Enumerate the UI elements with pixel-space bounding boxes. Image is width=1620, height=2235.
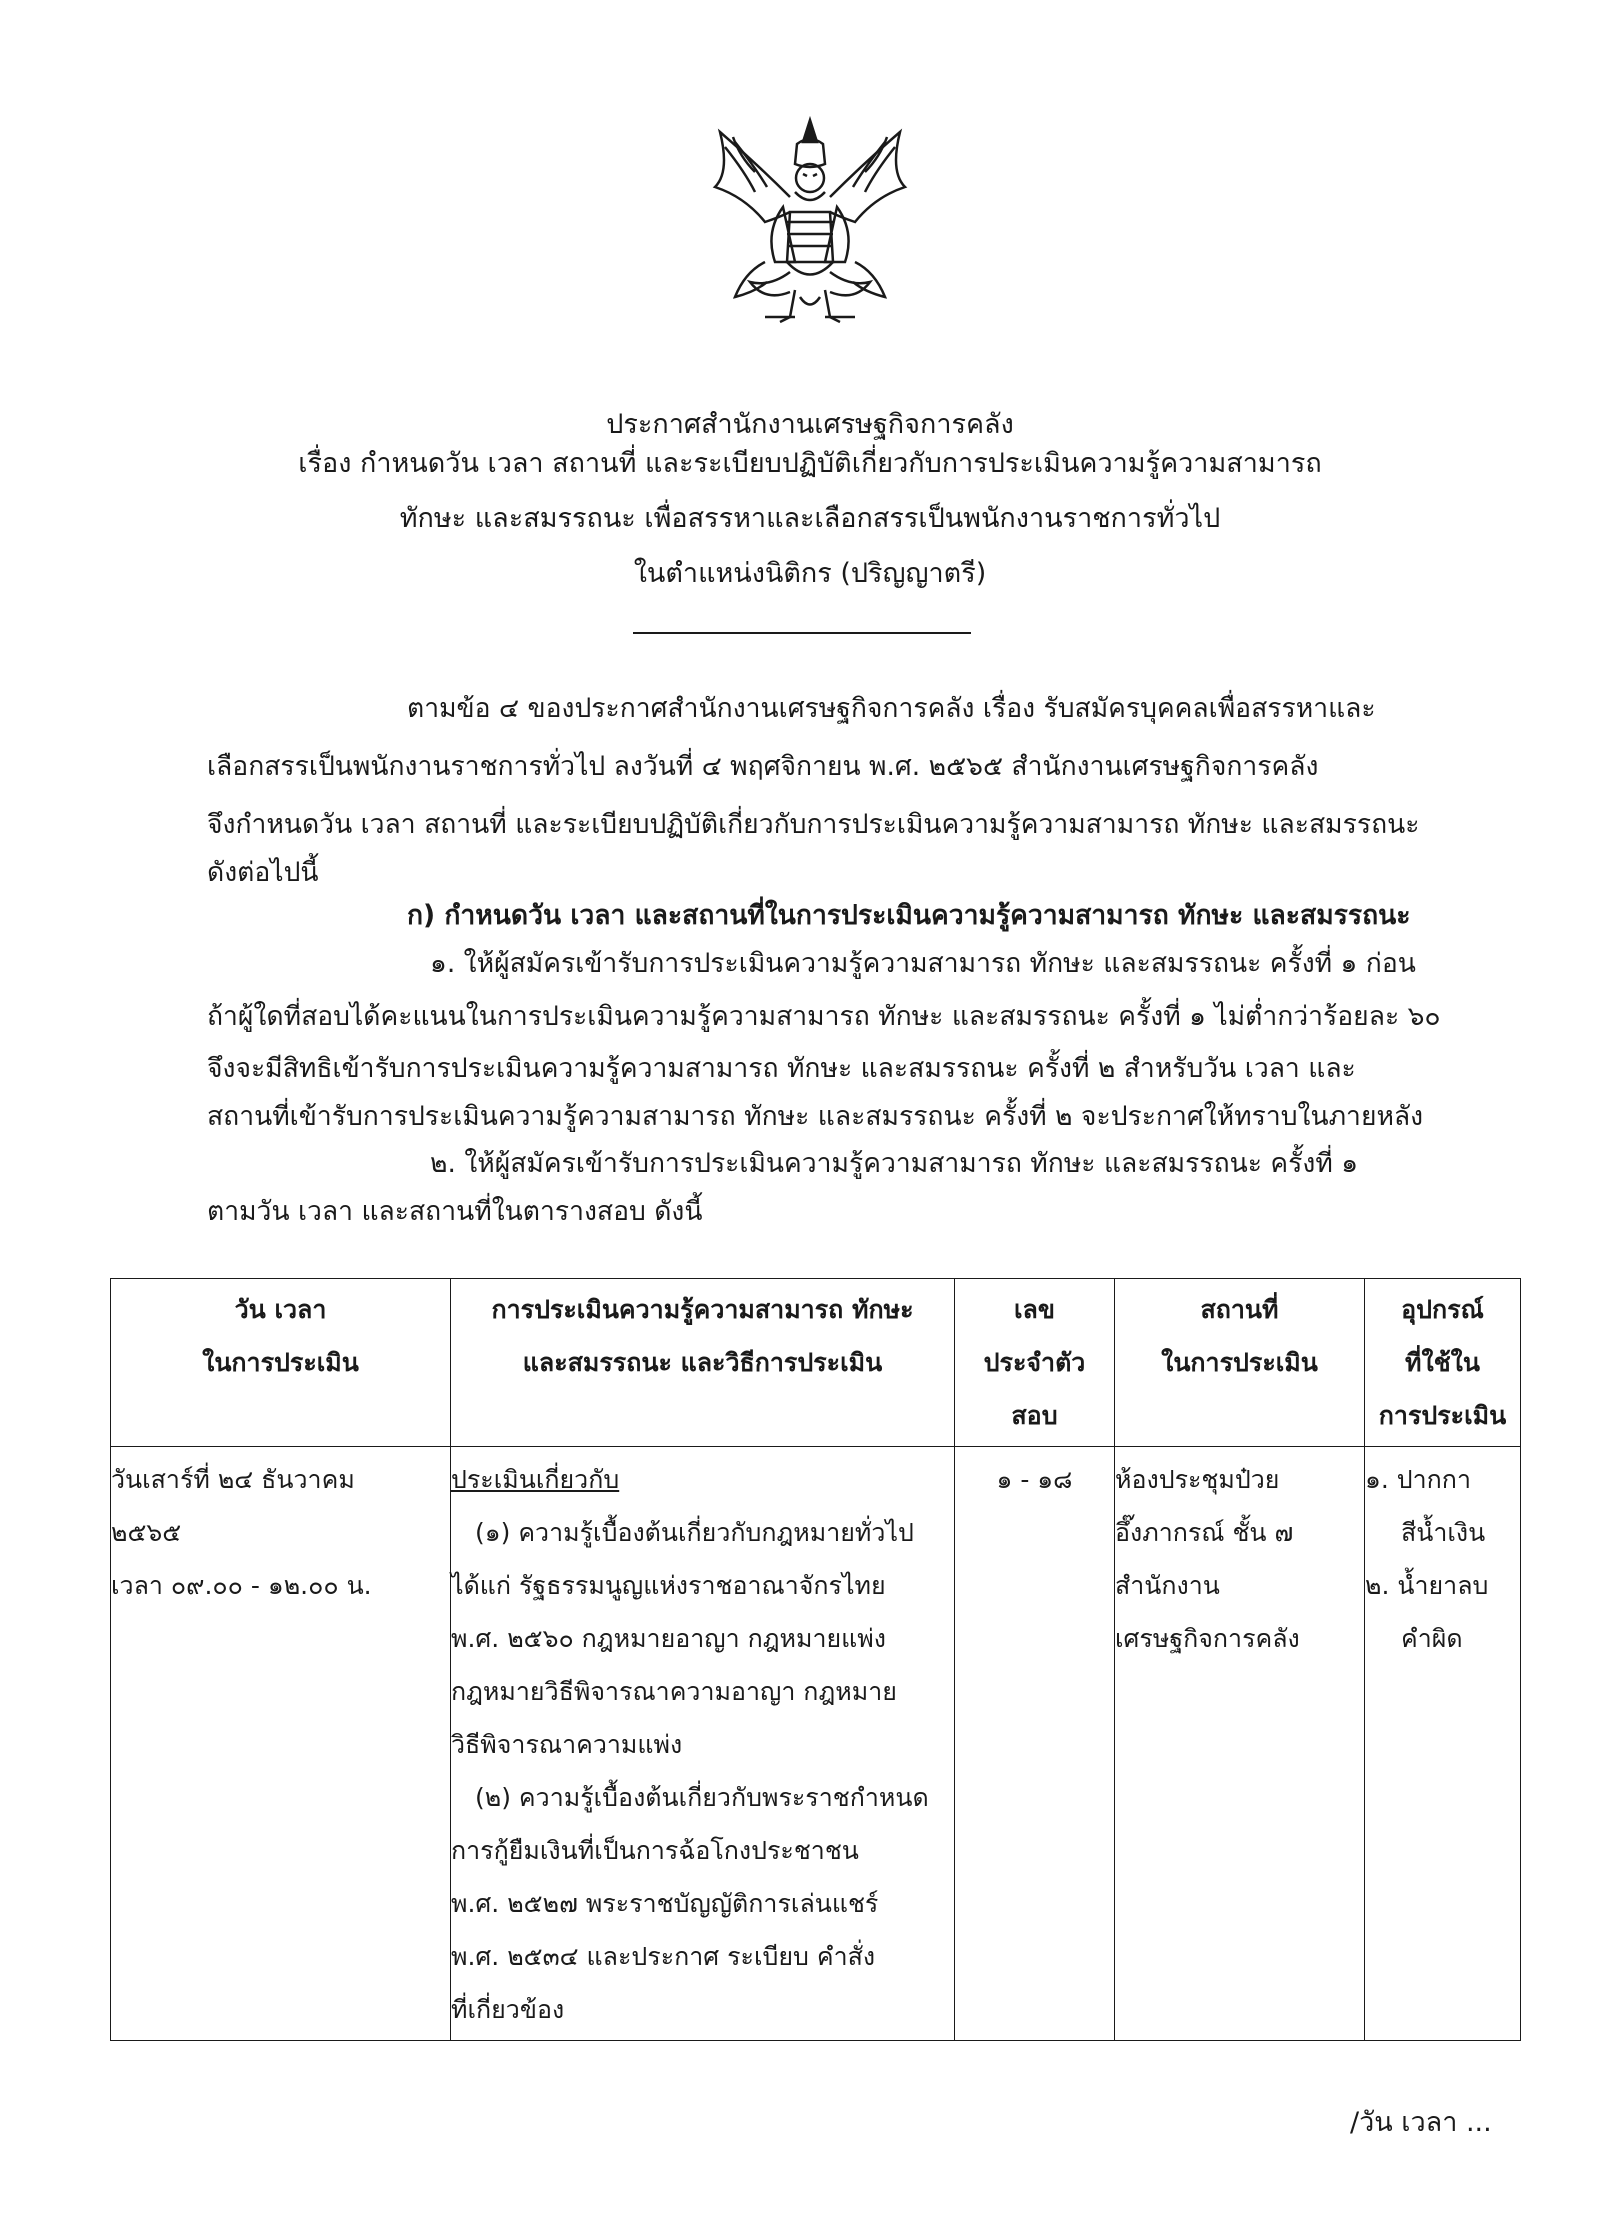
cell-location: ห้องประชุมป๋วย อึ๊งภากรณ์ ชั้น ๗ สำนักงาน เศรษฐกิจการคลัง bbox=[1115, 1447, 1365, 2041]
cell-exam-id-range: ๑ - ๑๘ bbox=[955, 1447, 1115, 2041]
item1-line-4: สถานที่เข้ารับการประเมินความรู้ความสามารถ ทักษะ และสมรรถนะ ครั้งที่ ๒ จะประกาศให้ทราบในภายหลัง bbox=[207, 1101, 1424, 1132]
subject-line-1: เรื่อง กำหนดวัน เวลา สถานที่ และระเบียบปฏิบัติเกี่ยวกับการประเมินความรู้ความสามารถ bbox=[298, 448, 1322, 479]
header-exam-id: เลข ประจำตัว สอบ bbox=[955, 1279, 1115, 1447]
cell-date-time: วันเสาร์ที่ ๒๔ ธันวาคม ๒๕๖๕ เวลา ๐๙.๐๐ - ๑๒.๐๐ น. bbox=[111, 1447, 451, 2041]
cell-equipment: ๑. ปากกา สีน้ำเงิน ๒. น้ำยาลบ คำผิด bbox=[1365, 1447, 1521, 2041]
intro-line-1: ตามข้อ ๔ ของประกาศสำนักงานเศรษฐกิจการคลัง เรื่อง รับสมัครบุคคลเพื่อสรรหาและ bbox=[407, 693, 1376, 724]
assessment-heading: ประเมินเกี่ยวกับ bbox=[451, 1465, 620, 1494]
item2-line-2: ตามวัน เวลา และสถานที่ในตารางสอบ ดังนี้ bbox=[207, 1196, 703, 1227]
item1-line-3: จึงจะมีสิทธิเข้ารับการประเมินความรู้ความสามารถ ทักษะ และสมรรถนะ ครั้งที่ ๒ สำหรับวัน เวลา และ bbox=[207, 1053, 1356, 1084]
item1-line-2: ถ้าผู้ใดที่สอบได้คะแนนในการประเมินความรู้ความสามารถ ทักษะ และสมรรถนะ ครั้งที่ ๑ ไม่ต่ำกว่าร้อยละ ๖๐ bbox=[207, 1001, 1441, 1032]
item2-line-1: ๒. ให้ผู้สมัครเข้ารับการประเมินความรู้ความสามารถ ทักษะ และสมรรถนะ ครั้งที่ ๑ bbox=[430, 1148, 1359, 1179]
header-location: สถานที่ ในการประเมิน bbox=[1115, 1279, 1365, 1447]
item1-line-1: ๑. ให้ผู้สมัครเข้ารับการประเมินความรู้ความสามารถ ทักษะ และสมรรถนะ ครั้งที่ ๑ ก่อน bbox=[430, 948, 1416, 979]
intro-line-2: เลือกสรรเป็นพนักงานราชการทั่วไป ลงวันที่ ๔ พฤศจิกายน พ.ศ. ๒๕๖๕ สำนักงานเศรษฐกิจการคลัง bbox=[207, 751, 1319, 782]
header-date-time: วัน เวลา ในการประเมิน bbox=[111, 1279, 451, 1447]
page-continuation: /วัน เวลา ... bbox=[1350, 2107, 1492, 2138]
table-row bbox=[111, 1447, 1521, 2041]
garuda-emblem bbox=[695, 112, 925, 327]
cell-assessment-content: ประเมินเกี่ยวกับ (๑) ความรู้เบื้องต้นเกี่ยวกับกฎหมายทั่วไป ได้แก่ รัฐธรรมนูญแห่งราชอาณาจักรไทย พ.ศ. ๒๕๖๐ กฎหมายอาญา กฎหมายแพ่ง กฎหมายวิธีพิจารณาความอาญา กฎหมาย วิธีพิจารณาความแพ่ง (๒) ความรู้เบื้องต้นเกี่ยวกับพระราชกำหนด การกู้ยืมเงินที่เป็นการฉ้อโกงประชาชน พ.ศ. ๒๕๒๗ พระราชบัญญัติการเล่นแชร์ พ.ศ. ๒๕๓๔ และประกาศ ระเบียบ คำสั่ง ที่เกี่ยวข้อง bbox=[451, 1447, 955, 2041]
subject-line-2: ทักษะ และสมรรถนะ เพื่อสรรหาและเลือกสรรเป็นพนักงานราชการทั่วไป bbox=[399, 503, 1221, 534]
title-divider bbox=[633, 632, 971, 634]
exam-schedule-table bbox=[110, 1278, 1521, 2041]
announcement-title: ประกาศสำนักงานเศรษฐกิจการคลัง bbox=[606, 409, 1014, 440]
header-assessment: การประเมินความรู้ความสามารถ ทักษะ และสมรรถนะ และวิธีการประเมิน bbox=[451, 1279, 955, 1447]
table-header-row bbox=[111, 1279, 1521, 1447]
intro-line-3: จึงกำหนดวัน เวลา สถานที่ และระเบียบปฏิบัติเกี่ยวกับการประเมินความรู้ความสามารถ ทักษะ และสมรรถนะ bbox=[207, 809, 1420, 840]
subject-line-3: ในตำแหน่งนิติกร (ปริญญาตรี) bbox=[633, 558, 987, 589]
header-equipment: อุปกรณ์ ที่ใช้ใน การประเมิน bbox=[1365, 1279, 1521, 1447]
section-a-heading: ก) กำหนดวัน เวลา และสถานที่ในการประเมินความรู้ความสามารถ ทักษะ และสมรรถนะ bbox=[407, 900, 1411, 931]
intro-line-4: ดังต่อไปนี้ bbox=[207, 857, 319, 888]
